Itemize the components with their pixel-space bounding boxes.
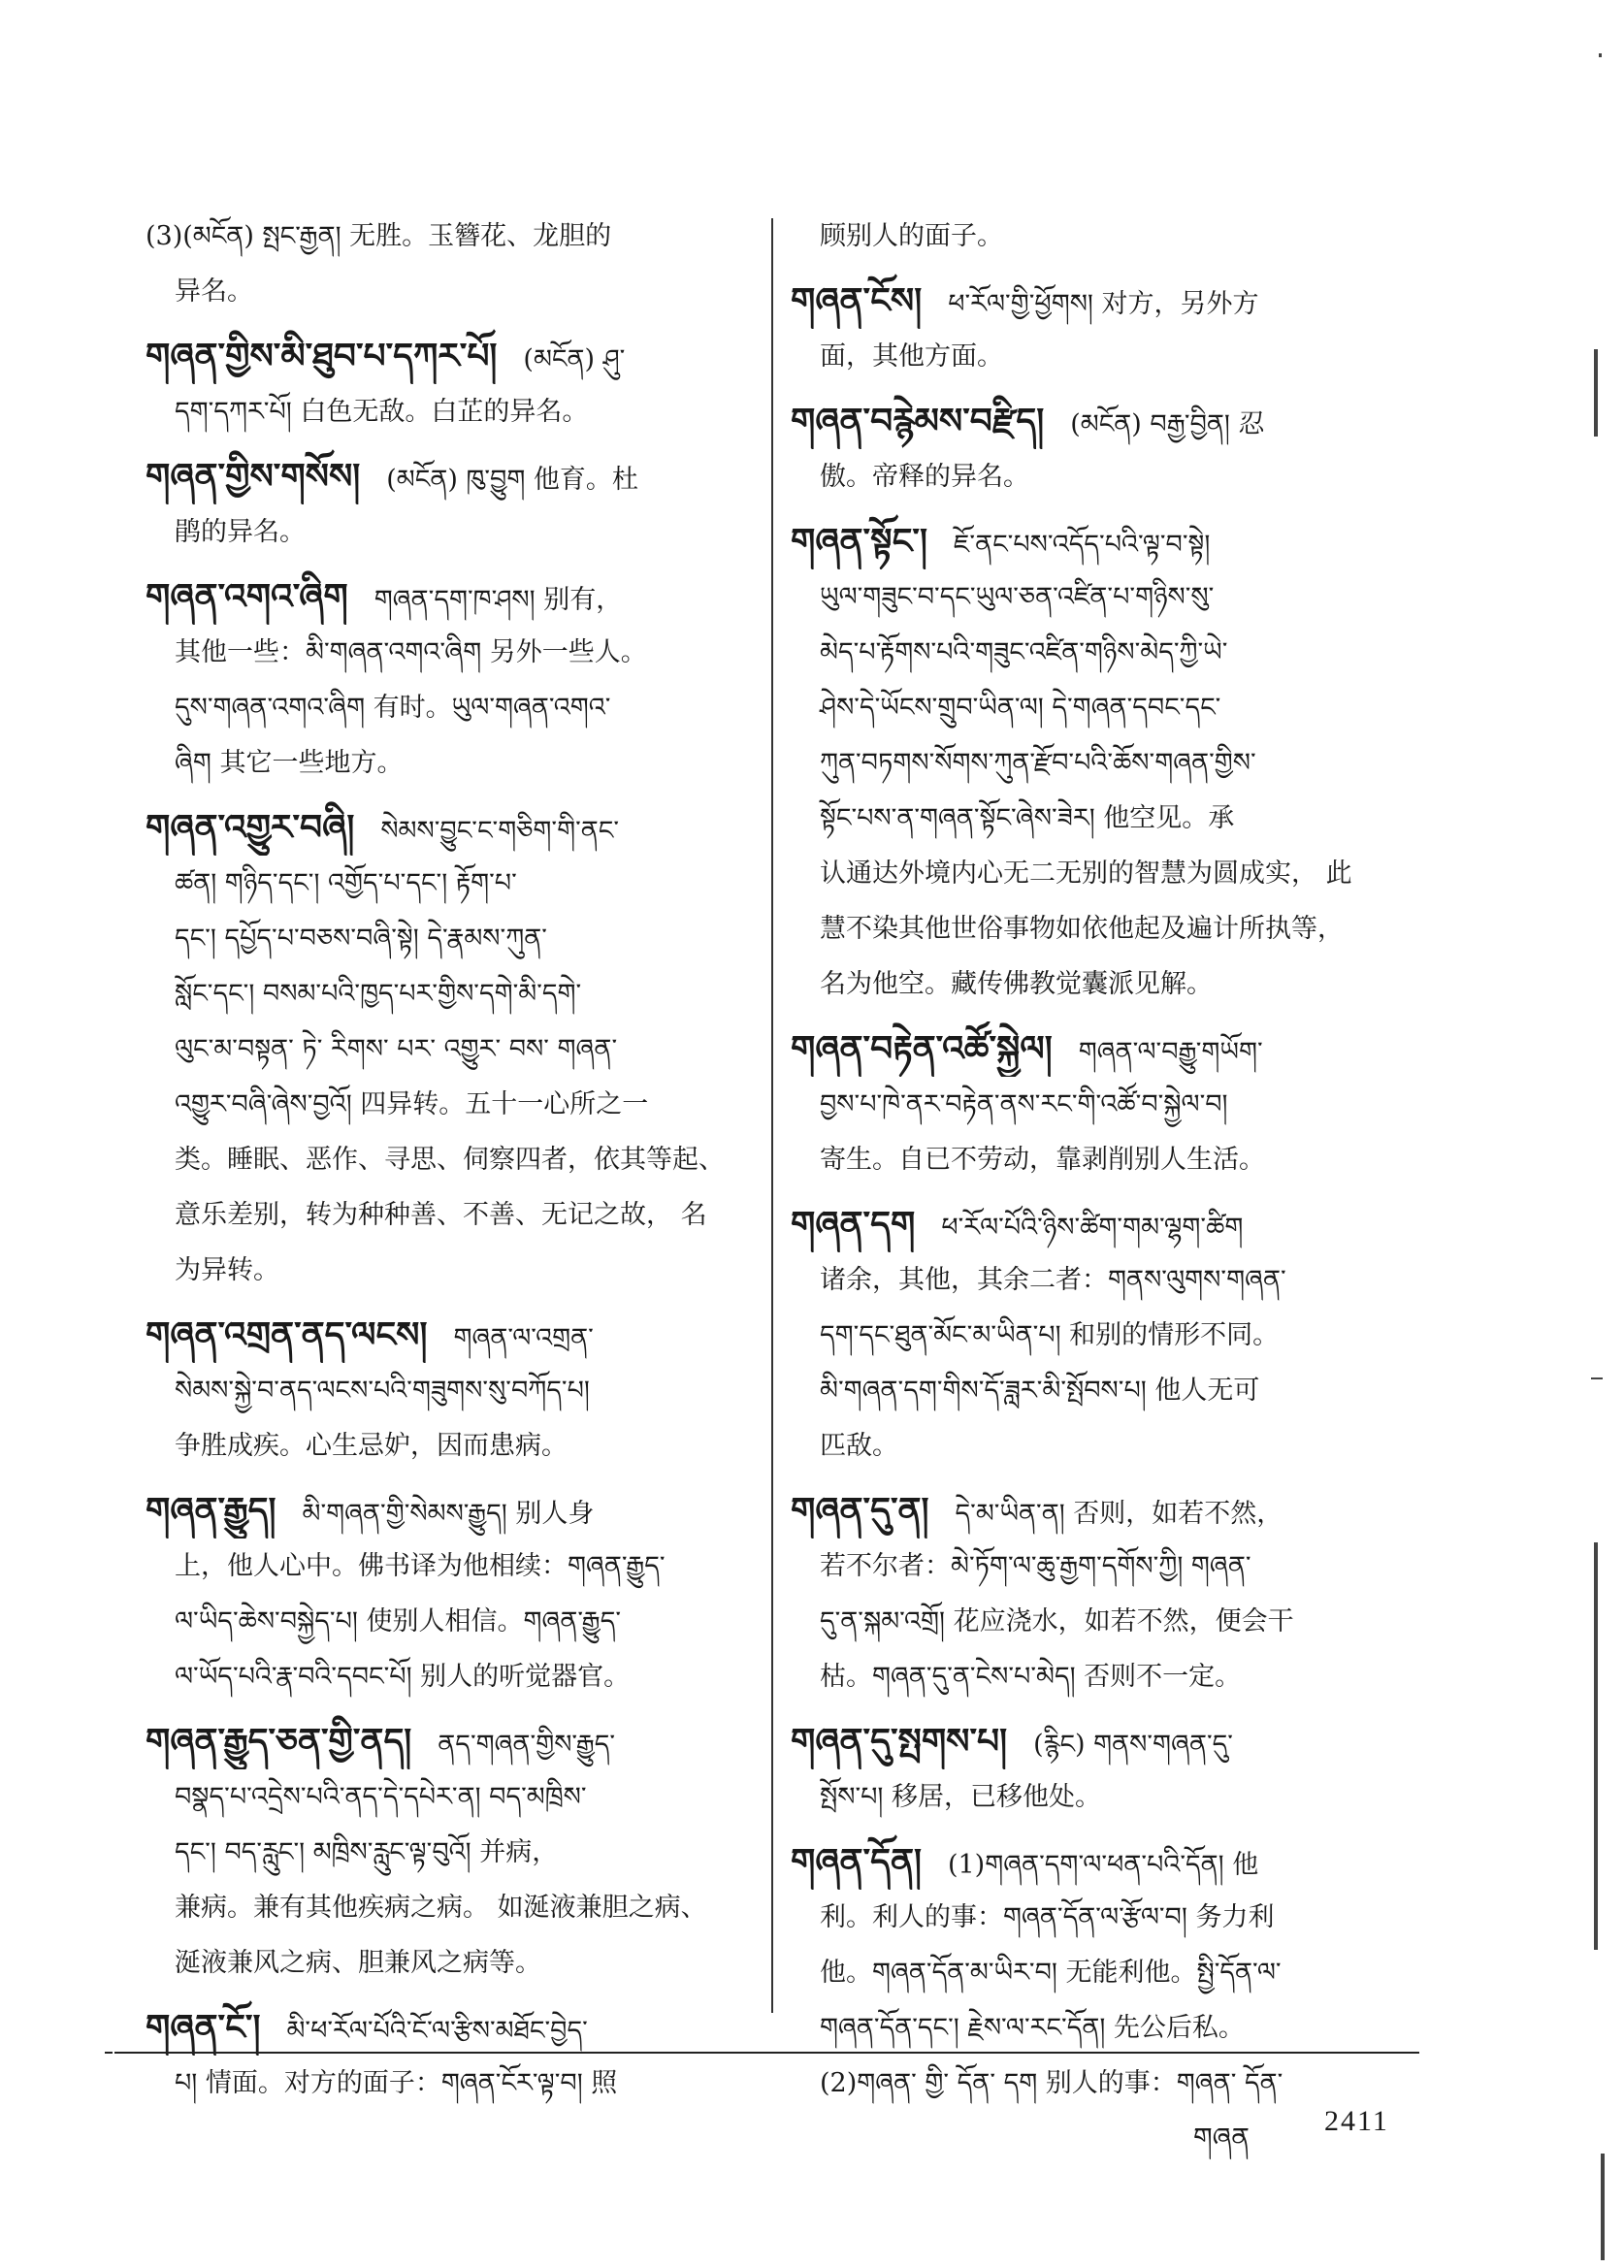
definition-text: ཡུལ་གཟུང་བ་དང་ཡུལ་ཅན་འཛིན་པ་གཉིས་སུ་: [820, 582, 1215, 612]
entry-line: [146, 329, 752, 384]
headword: གཞན་དོན།: [791, 1841, 922, 1882]
headword: གཞན་རྒྱུད།: [146, 1490, 276, 1531]
definition-text: གཞན་དག་ཁ་ཤས། 别有，: [374, 585, 623, 615]
definition-text: 顾别人的面子。: [820, 221, 1003, 251]
entry-line: [146, 911, 752, 966]
entry-line: [146, 1714, 752, 1769]
definition-text: 认通达外境内心无二无别的智慧为圆成实， 此: [820, 859, 1352, 889]
definition-text: མི་གཞན་དག་གིས་དོ་ཟླར་མི་སྤོབས་པ། 他人无可: [820, 1376, 1260, 1406]
entry-line: [146, 1935, 752, 1991]
entry-line: [146, 2056, 752, 2111]
entry-line: [791, 901, 1441, 956]
dictionary-entry: [791, 1834, 1441, 2111]
entry-line: [146, 966, 752, 1021]
dictionary-entry: [146, 1714, 752, 1991]
definition-text: ཇོ་ནང་པས་འདོད་པའི་ལྟ་བ་སྟེ།: [953, 530, 1211, 560]
entry-line: [791, 514, 1441, 569]
entry-line: [146, 1021, 752, 1077]
entry-line: [146, 1187, 752, 1243]
entry-line: [791, 625, 1441, 680]
entry-line: [146, 504, 752, 560]
entry-line: [146, 384, 752, 439]
entry-line: [791, 1539, 1441, 1594]
entry-line: [791, 1132, 1441, 1187]
definition-text: གཞན་ལ་འགྲན་: [453, 1323, 594, 1353]
definition-text: བྱས་པ་ཁེ་ནར་བརྟེན་ནས་རང་གི་འཚོ་བ་སྐྱེལ་བ།: [820, 1089, 1228, 1119]
definition-text: (མངོན) ཤུ་: [523, 344, 626, 374]
definition-text: ཕ་རོལ་གྱི་ཕྱོགས། 对方，另外方: [948, 289, 1259, 319]
definition-text: མི་ཕ་རོལ་པོའི་ངོ་ལ་རྩིས་མཐོང་བྱེད་: [286, 2016, 588, 2046]
running-head: གཞན: [1193, 2122, 1250, 2154]
definition-text: (མངོན) བརྒྱ་བྱིན། 忍: [1070, 409, 1265, 439]
entry-line: [146, 209, 752, 264]
definition-text: (2)གཞན་ གྱི་ དོན་ དག 别人的事：གཞན་ དོན་: [820, 2068, 1283, 2098]
dictionary-entry: [791, 1021, 1441, 1187]
entry-line: [146, 680, 752, 735]
definition-text: 类。睡眠、恶作、寻思、伺察四者，依其等起、: [175, 1145, 725, 1175]
headword: གཞན་འགའ་ཞིག: [146, 576, 348, 617]
definition-text: སེམས་སྐྱེ་བ་ནད་ལངས་པའི་གཟུགས་སུ་བཀོད་པ།: [175, 1376, 590, 1406]
definition-text: 兼病。兼有其他疾病之病。 如涎液兼胆之病、: [175, 1893, 707, 1923]
definition-text: 为异转。: [175, 1255, 279, 1285]
definition-text: 他。གཞན་དོན་མ་ཡིར་བ། 无能利他。སྤྱི་དོན་ལ་: [820, 1958, 1282, 1988]
entry-line: [791, 1252, 1441, 1308]
entry-line: [791, 1021, 1441, 1077]
definition-text: 涎液兼风之病、胆兼风之病等。: [175, 1948, 541, 1978]
entry-line: [791, 1649, 1441, 1704]
definition-text: དུ་ན་སྐམ་འགྲོ། 花应浇水，如若不然，便会干: [820, 1606, 1294, 1636]
entry-line: [146, 735, 752, 791]
scan-edge-mark: [1594, 1542, 1598, 1950]
entry-line: [146, 1880, 752, 1935]
dictionary-entry: [791, 209, 1441, 264]
definition-text: 争胜成疾。心生忌妒，因而患病。: [175, 1431, 568, 1461]
headword: གཞན་སྟོང་།: [791, 521, 927, 562]
entry-line: [146, 1308, 752, 1363]
entry-line: [791, 1890, 1441, 1945]
definition-text: བསྣད་པ་འདྲེས་པའི་ནད་དེ་དཔེར་ན། བད་མཁྲིས་: [175, 1782, 587, 1812]
dictionary-entry: [791, 274, 1441, 384]
definition-text: (རྙིང) གནས་གཞན་དུ་: [1033, 1730, 1233, 1760]
dictionary-entry: [146, 800, 752, 1298]
dictionary-entry: [146, 329, 752, 439]
definition-text: 枯。གཞན་དུ་ན་ངེས་པ་མེད། 否则不一定。: [820, 1662, 1242, 1692]
definition-text: གཞན་དོན་དང་། རྗེས་ལ་རང་དོན། 先公后私。: [820, 2013, 1245, 2043]
definition-text: 名为他空。藏传佛教觉囊派见解。: [820, 969, 1213, 999]
page-number: 2411: [1324, 2105, 1389, 2137]
definition-text: སློང་དང་། བསམ་པའི་ཁྱད་པར་གྱིས་དགེ་མི་དགེ་: [175, 979, 582, 1009]
scan-edge-mark: [1601, 2154, 1605, 2260]
entry-line: [146, 449, 752, 504]
dictionary-entry: [791, 1483, 1441, 1704]
definition-text: འགྱུར་བཞི་ཞེས་བྱའོ། 四异转。五十一心所之一: [175, 1089, 649, 1119]
entry-line: [791, 1418, 1441, 1474]
entry-line: [146, 856, 752, 911]
definition-text: སྤོས་པ། 移居，已移他处。: [820, 1782, 1102, 1812]
entry-line: [146, 1539, 752, 1594]
definition-text: 傲。帝释的异名。: [820, 462, 1029, 492]
definition-text: སེམས་བྱུང་ང་གཅིག་གི་ནང་: [380, 816, 620, 846]
definition-text: ལ་ཡོད་པའི་རྣ་བའི་དབང་པོ། 别人的听觉器官。: [175, 1662, 631, 1692]
entry-line: [791, 1594, 1441, 1649]
column-divider: [771, 218, 773, 2013]
entry-line: [791, 846, 1441, 901]
definition-text: 慧不染其他世俗事物如依他起及遍计所执等，: [820, 914, 1344, 944]
entry-line: [791, 2000, 1441, 2056]
definition-text: སྟོང་པས་ན་གཞན་སྟོང་ཞེས་ཟེར། 他空见。承: [820, 803, 1235, 833]
definition-text: 利。利人的事：གཞན་དོན་ལ་རྩོལ་བ། 务力利: [820, 1902, 1275, 1932]
definition-text: 若不尔者：མེ་ཏོག་ལ་ཆུ་རྒྱག་དགོས་ཀྱི། གཞན་: [820, 1551, 1251, 1581]
dictionary-entry: [146, 569, 752, 791]
entry-line: [791, 1308, 1441, 1363]
definition-text: དེ་མ་ཡིན་ན། 否则，如若不然，: [955, 1499, 1283, 1529]
entry-line: [791, 394, 1441, 449]
definition-text: 上，他人心中。佛书译为他相续：གཞན་རྒྱུད་: [175, 1551, 666, 1581]
definition-text: གཞན་ལ་བརྒྱུ་གཡོག་: [1078, 1037, 1263, 1067]
entry-line: [791, 1483, 1441, 1539]
headword: གཞན་དུ་ན།: [791, 1490, 929, 1531]
entry-line: [791, 735, 1441, 791]
entry-line: [791, 2056, 1441, 2111]
definition-text: (1)གཞན་དག་ལ་ཕན་པའི་དོན། 他: [947, 1850, 1259, 1880]
headword: གཞན་ངོ་།: [146, 2007, 261, 2048]
entry-line: [791, 449, 1441, 504]
entry-line: [146, 1483, 752, 1539]
entry-line: [146, 2000, 752, 2056]
entry-line: [146, 1077, 752, 1132]
definition-text: (མངོན) ཁུ་བྱུག 他育。杜: [386, 465, 638, 495]
left-column: [146, 209, 752, 2121]
definition-text: 鹃的异名。: [175, 517, 306, 547]
definition-text: དག་དཀར་པོ། 白色无敌。白芷的异名。: [175, 397, 589, 427]
headword: གཞན་རྒྱུད་ཅན་གྱི་ནད།: [146, 1721, 412, 1762]
dictionary-entry: [791, 1197, 1441, 1474]
entry-line: [146, 800, 752, 856]
entry-line: [791, 329, 1441, 384]
dictionary-entry: [146, 2000, 752, 2111]
entry-line: [791, 1945, 1441, 2000]
headword: གཞན་དག: [791, 1204, 916, 1245]
definition-text: ཕ་རོལ་པོའི་ཉིས་ཚིག་གམ་ལྷག་ཚིག: [941, 1213, 1244, 1243]
entry-line: [791, 1769, 1441, 1825]
entry-line: [146, 569, 752, 625]
entry-line: [146, 1825, 752, 1880]
definition-text: དང་། བད་རླུང་། མཁྲིས་རླུང་ལྟ་བུའོ། 并病，: [175, 1837, 559, 1867]
entry-line: [791, 1197, 1441, 1252]
entry-line: [791, 274, 1441, 329]
entry-line: [146, 1363, 752, 1418]
entry-line: [146, 264, 752, 319]
definition-text: དག་དང་ཐུན་མོང་མ་ཡིན་པ། 和别的情形不同。: [820, 1320, 1280, 1350]
entry-line: [791, 1714, 1441, 1769]
entry-line: [791, 791, 1441, 846]
definition-text: མི་གཞན་གྱི་སེམས་རྒྱུད། 别人身: [302, 1499, 595, 1529]
right-column: [791, 209, 1441, 2121]
definition-text: ཀུན་བཏགས་སོགས་ཀུན་རྫོབ་པའི་ཆོས་གཞན་གྱིས་: [820, 748, 1256, 778]
definition-text: ཞིག 其它一些地方。: [175, 748, 404, 778]
footer-rule: [114, 2052, 1419, 2054]
entry-line: [791, 209, 1441, 264]
scan-edge-mark: [1594, 349, 1598, 437]
definition-text: 寄生。自已不劳动，靠剥削别人生活。: [820, 1145, 1265, 1175]
definition-text: ཤེས་དེ་ཡོངས་གྲུབ་ཡིན་ལ། དེ་གཞན་དབང་དང་: [820, 693, 1221, 723]
entry-line: [146, 1243, 752, 1298]
dictionary-entry: [146, 1483, 752, 1704]
scan-edge-mark: [1591, 1377, 1603, 1379]
definition-text: 面，其他方面。: [820, 341, 1003, 372]
entry-line: [791, 680, 1441, 735]
entry-line: [146, 1769, 752, 1825]
definition-text: 意乐差别，转为种种善、不善、无记之故， 名: [175, 1200, 707, 1230]
headword: གཞན་འགྱུར་བཞི།: [146, 807, 355, 848]
headword: གཞན་གྱིས་མི་ཐུབ་པ་དཀར་པོ།: [146, 336, 498, 376]
definition-text: དུས་གཞན་འགའ་ཞིག 有时。ཡུལ་གཞན་འགའ་: [175, 693, 611, 723]
dictionary-entry: [791, 1714, 1441, 1825]
definition-text: 其他一些：མི་གཞན་འགའ་ཞིག 另外一些人。: [175, 637, 647, 667]
definition-text: མེད་པ་རྟོགས་པའི་གཟུང་འཛིན་གཉིས་མེད་ཀྱི་ཡེ་: [820, 637, 1228, 667]
entry-line: [146, 1132, 752, 1187]
dictionary-entry: [791, 394, 1441, 504]
definition-text: 匹敌。: [820, 1431, 898, 1461]
definition-text: དང་། དཔྱོད་པ་བཅས་བཞི་སྟེ། དེ་རྣམས་ཀུན་: [175, 923, 547, 954]
footer-rule-mark: [105, 2052, 113, 2054]
definition-text: པ། 情面。对方的面子：གཞན་ངོར་ལྟ་བ། 照: [175, 2068, 618, 2098]
definition-text: ལ་ཡིད་ཆེས་བསྐྱེད་པ། 使别人相信。གཞན་རྒྱུད་: [175, 1606, 621, 1636]
dictionary-entry: [146, 209, 752, 319]
entry-line: [146, 625, 752, 680]
dictionary-entry: [146, 1308, 752, 1474]
entry-line: [146, 1418, 752, 1474]
entry-line: [146, 1594, 752, 1649]
entry-line: [791, 956, 1441, 1012]
definition-text: ལུང་མ་བསྟན་ ཏེ་ རིགས་ པར་ འགྱུར་ བས་ གཞན་: [175, 1034, 618, 1064]
dictionary-entry: [146, 449, 752, 560]
definition-text: 诸余，其他，其余二者：གནས་ལུགས་གཞན་: [820, 1265, 1286, 1295]
headword: གཞན་བརྙེམས་བརྫིད།: [791, 401, 1045, 441]
entry-line: [791, 1077, 1441, 1132]
entry-line: [791, 569, 1441, 625]
definition-text: ཚན། གཉིད་དང་། འགྱོད་པ་དང་། རྟོག་པ་: [175, 868, 517, 898]
headword: གཞན་གྱིས་གསོས།: [146, 456, 361, 497]
headword: གཞན་བརྟེན་འཚོ་སྐྱེལ།: [791, 1028, 1053, 1069]
entry-line: [791, 1834, 1441, 1890]
scan-edge-mark: [1599, 53, 1602, 57]
definition-text: ནད་གཞན་གྱིས་རྒྱུད་: [438, 1730, 616, 1760]
entry-line: [791, 1363, 1441, 1418]
entry-line: [146, 1649, 752, 1704]
dictionary-entry: [791, 514, 1441, 1012]
definition-text: (3)(མངོན) སྤང་རྒྱན། 无胜。玉簪花、龙胆的: [146, 221, 612, 251]
definition-text: 异名。: [175, 276, 253, 307]
headword: གཞན་འགྲན་ནད་ལངས།: [146, 1314, 428, 1355]
headword: གཞན་ངོས།: [791, 280, 923, 321]
headword: གཞན་དུ་སྤགས་པ།: [791, 1721, 1008, 1762]
